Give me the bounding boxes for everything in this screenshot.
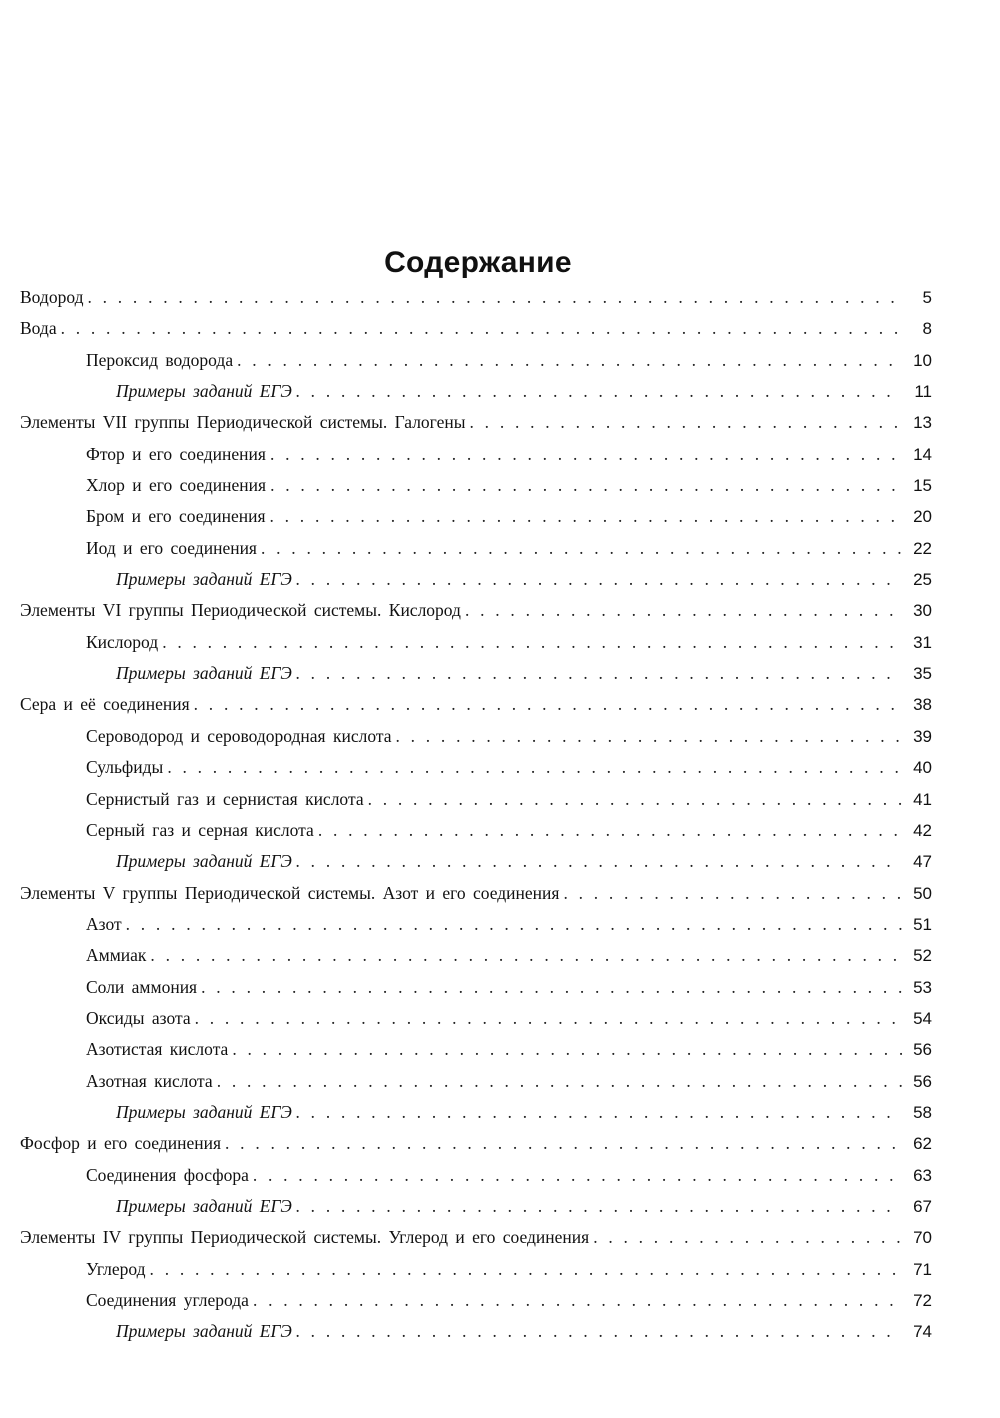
dot-leader <box>150 940 902 971</box>
toc-entry <box>20 439 932 470</box>
toc-entry-page-number: 51 <box>913 914 932 934</box>
dot-leader <box>217 1066 902 1097</box>
toc-entry-label: Фосфор и его соединения <box>20 1133 222 1154</box>
dot-leader <box>237 345 902 376</box>
dot-leader <box>296 1191 902 1222</box>
dot-leader <box>61 313 902 344</box>
toc-entry <box>20 1097 932 1128</box>
toc-entry-page-number: 22 <box>913 538 932 558</box>
dot-leader <box>296 658 902 689</box>
toc-entry <box>20 376 932 407</box>
toc-entry <box>20 878 932 909</box>
toc-entry <box>20 1160 932 1191</box>
dot-leader <box>150 1254 902 1285</box>
toc-entry <box>20 627 932 658</box>
dot-leader <box>270 439 902 470</box>
toc-entry-label: Кислород <box>86 631 159 652</box>
dot-leader <box>167 752 902 783</box>
toc-entry-label: Пероксид водорода <box>86 349 234 370</box>
toc-entry-label: Хлор и его соединения <box>86 475 267 496</box>
dot-leader <box>296 846 902 877</box>
toc-entry-label: Примеры заданий ЕГЭ <box>116 1195 292 1216</box>
toc-entry <box>20 533 932 564</box>
toc-entry-page-number: 5 <box>922 288 932 307</box>
toc-entry-label: Элементы V группы Периодической системы. Азот и его соединения <box>20 882 560 903</box>
toc-entry-label: Сероводород и сероводородная кислота <box>86 725 392 746</box>
toc-entry-label: Примеры заданий ЕГЭ <box>116 663 292 684</box>
toc-entry <box>20 1034 932 1065</box>
toc-entry-page-number: 67 <box>913 1196 932 1216</box>
toc-entry-page-number: 72 <box>913 1291 932 1310</box>
toc-entry-label: Примеры заданий ЕГЭ <box>116 569 292 590</box>
toc-entry-page-number: 74 <box>913 1322 932 1342</box>
toc-entry <box>20 972 932 1003</box>
toc-entry <box>20 313 932 344</box>
toc-entry-page-number: 15 <box>913 476 932 496</box>
dot-leader <box>593 1222 902 1253</box>
toc-entry <box>20 282 932 313</box>
dot-leader <box>253 1160 902 1191</box>
toc-entry-label: Элементы IV группы Периодической системы. Углерод и его соединения <box>20 1227 590 1248</box>
dot-leader <box>162 627 902 658</box>
toc-entry-label: Сера и её соединения <box>20 694 190 715</box>
toc-entry-page-number: 41 <box>913 789 932 809</box>
dot-leader <box>270 501 903 532</box>
dot-leader <box>296 1097 902 1128</box>
toc-entry-page-number: 56 <box>913 1071 932 1091</box>
toc-entry <box>20 1003 932 1034</box>
toc-entry-label: Вода <box>20 318 57 339</box>
dot-leader <box>194 689 902 720</box>
toc-entry-label: Примеры заданий ЕГЭ <box>116 1321 292 1342</box>
toc-entry-label: Водород <box>20 287 84 307</box>
toc-entry-label: Примеры заданий ЕГЭ <box>116 1101 292 1122</box>
toc-entry-page-number: 38 <box>913 695 932 715</box>
toc-entry-page-number: 42 <box>913 820 932 840</box>
toc-entry <box>20 345 932 376</box>
toc-entry-page-number: 25 <box>913 570 932 590</box>
toc-entry <box>20 1285 932 1316</box>
toc-entry-label: Азотистая кислота <box>86 1039 229 1060</box>
dot-leader <box>563 878 902 909</box>
toc-entry-label: Аммиак <box>86 945 147 966</box>
toc-entry-page-number: 56 <box>913 1040 932 1060</box>
dot-leader <box>87 282 902 313</box>
dot-leader <box>201 972 902 1003</box>
dot-leader <box>368 784 902 815</box>
toc-entry-label: Соли аммония <box>86 976 198 997</box>
toc-entry-page-number: 53 <box>913 977 932 997</box>
toc-entry-page-number: 35 <box>913 664 932 684</box>
toc-entry-label: Азотная кислота <box>86 1070 213 1091</box>
table-of-contents <box>20 282 932 1348</box>
toc-entry <box>20 595 932 626</box>
toc-entry-page-number: 63 <box>913 1165 932 1185</box>
toc-entry-page-number: 62 <box>913 1134 932 1154</box>
toc-entry-label: Оксиды азота <box>86 1007 191 1028</box>
toc-entry-page-number: 52 <box>913 946 932 966</box>
toc-entry <box>20 1254 932 1285</box>
dot-leader <box>270 470 902 501</box>
toc-entry-label: Сульфиды <box>86 757 164 778</box>
toc-entry-page-number: 47 <box>913 852 932 872</box>
toc-entry <box>20 909 932 940</box>
toc-entry <box>20 658 932 689</box>
toc-entry-page-number: 71 <box>913 1259 932 1279</box>
toc-entry-label: Азот <box>86 913 122 934</box>
toc-entry-label: Фтор и его соединения <box>86 443 266 464</box>
toc-entry-page-number: 14 <box>913 444 932 464</box>
toc-entry-label: Бром и его соединения <box>86 506 266 527</box>
toc-entry <box>20 846 932 877</box>
dot-leader <box>395 721 902 752</box>
toc-entry-label: Сернистый газ и сернистая кислота <box>86 788 364 809</box>
toc-entry-page-number: 11 <box>914 382 932 402</box>
toc-entry <box>20 407 932 438</box>
toc-entry-label: Серный газ и серная кислота <box>86 819 314 840</box>
toc-entry-label: Соединения фосфора <box>86 1164 249 1185</box>
toc-entry-label: Иод и его соединения <box>86 537 257 558</box>
dot-leader <box>318 815 902 846</box>
toc-entry-page-number: 50 <box>913 883 932 903</box>
toc-entry <box>20 1066 932 1097</box>
toc-entry-page-number: 40 <box>913 758 932 778</box>
toc-entry-page-number: 54 <box>913 1008 932 1028</box>
dot-leader <box>296 564 902 595</box>
toc-entry-page-number: 58 <box>913 1102 932 1122</box>
toc-entry <box>20 721 932 752</box>
toc-entry <box>20 1222 932 1253</box>
toc-entry-label: Элементы VII группы Периодической системы. Галогены <box>20 412 466 433</box>
toc-entry <box>20 1128 932 1159</box>
dot-leader <box>261 533 902 564</box>
dot-leader <box>126 909 902 940</box>
toc-entry <box>20 689 932 720</box>
toc-entry-page-number: 70 <box>913 1228 932 1248</box>
toc-entry-page-number: 13 <box>913 413 932 433</box>
toc-entry-label: Примеры заданий ЕГЭ <box>116 381 292 402</box>
toc-entry-label: Примеры заданий ЕГЭ <box>116 851 292 872</box>
toc-entry-label: Углерод <box>86 1258 146 1279</box>
toc-entry <box>20 501 932 532</box>
toc-entry <box>20 940 932 971</box>
toc-entry-label: Соединения углерода <box>86 1290 249 1310</box>
dot-leader <box>253 1285 902 1316</box>
toc-entry-page-number: 31 <box>913 632 932 652</box>
dot-leader <box>465 595 902 626</box>
toc-entry <box>20 1191 932 1222</box>
toc-entry-page-number: 10 <box>913 350 932 370</box>
toc-entry <box>20 815 932 846</box>
toc-entry <box>20 784 932 815</box>
toc-entry <box>20 470 932 501</box>
dot-leader <box>225 1128 902 1159</box>
toc-entry <box>20 564 932 595</box>
toc-entry-page-number: 8 <box>922 319 932 339</box>
toc-entry-page-number: 39 <box>913 726 932 746</box>
dot-leader <box>296 1316 902 1347</box>
toc-entry <box>20 1316 932 1347</box>
dot-leader <box>195 1003 902 1034</box>
page-title: Содержание <box>384 246 572 280</box>
toc-entry-label: Элементы VI группы Периодической системы. Кислород <box>20 600 461 621</box>
dot-leader <box>296 376 902 407</box>
toc-entry <box>20 752 932 783</box>
dot-leader <box>470 407 902 438</box>
toc-entry-page-number: 30 <box>913 601 932 621</box>
dot-leader <box>232 1034 902 1065</box>
toc-entry-page-number: 20 <box>913 507 932 527</box>
